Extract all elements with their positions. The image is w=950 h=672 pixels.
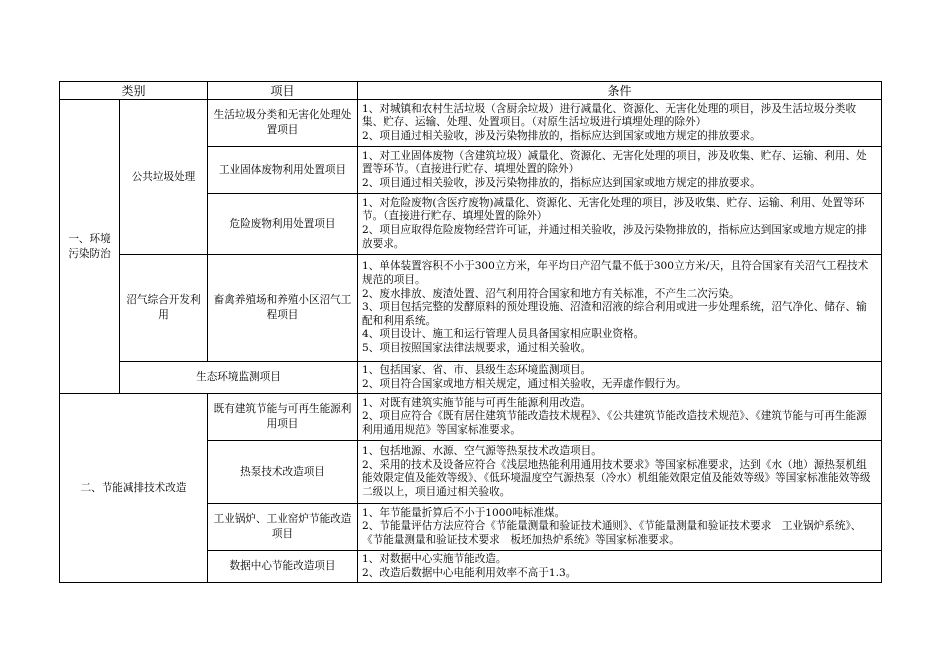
condition-line: 1、对既有建筑实施节能与可再生能源利用改造。 bbox=[362, 396, 592, 409]
condition-cell bbox=[358, 194, 882, 255]
item-cell: 畜禽养殖场和养殖小区沼气工程项目 bbox=[208, 255, 358, 362]
subcategory-biogas: 沼气综合开发利用 bbox=[120, 255, 208, 362]
table-row bbox=[60, 100, 882, 147]
condition-line: 2、项目应符合《既有居住建筑节能改造技术规程》、《公共建筑节能改造技术规范》、《建筑节能与可再生能源利用通用规范》等国家标准要求。 bbox=[362, 410, 867, 436]
item-cell: 工业锅炉、工业窑炉节能改造项目 bbox=[208, 504, 358, 551]
condition-cell bbox=[358, 551, 882, 583]
condition-line: 2、项目应取得危险废物经营许可证，并通过相关验收，涉及污染物排放的，指标应达到国家或地方规定的排放要求。 bbox=[362, 224, 867, 250]
item-cell: 生态环境监测项目 bbox=[120, 362, 358, 394]
conditions-table bbox=[59, 81, 882, 583]
category-energy: 二、节能减排技术改造 bbox=[60, 394, 208, 583]
header-category: 类别 bbox=[60, 82, 208, 100]
condition-cell bbox=[358, 255, 882, 362]
condition-cell bbox=[358, 147, 882, 194]
header-row bbox=[60, 82, 882, 100]
item-cell: 工业固体废物利用处置项目 bbox=[208, 147, 358, 194]
condition-line: 1、包括地源、水源、空气源等热泵技术改造项目。 bbox=[362, 445, 602, 457]
condition-line: 2、采用的技术及设备应符合《浅层地热能利用通用技术要求》等国家标准要求，达到《水（地）源热泵机组能效限定值及能效等级》、《低环境温度空气源热泵（冷水）机组能效限定值及能效等级》等国家标准能效等级二级以上，项目通过相关验收。 bbox=[362, 458, 871, 498]
condition-line: 2、项目符合国家或地方相关规定，通过相关验收，无弄虚作假行为。 bbox=[362, 377, 687, 390]
header-item: 项目 bbox=[208, 82, 358, 100]
condition-cell bbox=[358, 100, 882, 147]
item-cell: 数据中心节能改造项目 bbox=[208, 551, 358, 583]
item-cell: 危险废物利用处置项目 bbox=[208, 194, 358, 255]
condition-line: 5、项目按照国家法律法规要求，通过相关验收。 bbox=[362, 341, 592, 354]
condition-line: 2、废水排放、废渣处置、沼气利用符合国家和地方有关标准，不产生二次污染。 bbox=[362, 287, 740, 300]
condition-line: 1、对工业固体废物（含建筑垃圾）减量化、资源化、无害化处理的项目，涉及收集、贮存、运输、利用、处置等环节。（直接进行贮存、填埋处置的除外） bbox=[362, 149, 867, 176]
condition-line: 1、包括国家、省、市、县级生态环境监测项目。 bbox=[362, 364, 592, 376]
subcategory-garbage: 公共垃圾处理 bbox=[120, 100, 208, 255]
condition-line: 2、项目通过相关验收，涉及污染物排放的，指标应达到国家或地方规定的排放要求。 bbox=[362, 129, 761, 142]
header-condition: 条件 bbox=[358, 82, 882, 100]
condition-line: 2、改造后数据中心电能利用效率不高于1.3。 bbox=[362, 566, 577, 579]
item-cell: 生活垃圾分类和无害化处理处置项目 bbox=[208, 100, 358, 147]
condition-line: 2、节能量评估方法应符合《节能量测量和验证技术通则》、《节能量测量和验证技术要求 工业锅炉系统》、《节能量测量和验证技术要求 板坯加热炉系统》等国家标准要求。 bbox=[362, 520, 862, 546]
condition-line: 1、单体装置容积不小于300立方米，年平均日产沼气量不低于300立方米/天，且符合国家有关沼气工程技术规范的项目。 bbox=[362, 260, 869, 287]
category-env: 一、环境污染防治 bbox=[60, 100, 120, 394]
condition-cell bbox=[358, 362, 882, 394]
condition-line: 4、项目设计、施工和运行管理人员具备国家相应职业资格。 bbox=[362, 328, 645, 341]
item-cell: 热泵技术改造项目 bbox=[208, 441, 358, 504]
condition-line: 1、对城镇和农村生活垃圾（含厨余垃圾）进行减量化、资源化、无害化处理的项目，涉及生活垃圾分类收集、贮存、运输、处理、处置项目。（对原生活垃圾进行填埋处理的除外） bbox=[362, 102, 857, 129]
condition-line: 1、年节能量折算后不小于1000吨标准煤。 bbox=[362, 506, 566, 519]
table-row bbox=[60, 362, 882, 394]
condition-cell bbox=[358, 441, 882, 504]
item-cell: 既有建筑节能与可再生能源利用项目 bbox=[208, 394, 358, 441]
condition-line: 1、对危险废物(含医疗废物)减量化、资源化、无害化处理的项目，涉及收集、贮存、运输、利用、处置等环节。（直接进行贮存、填埋处置的除外） bbox=[362, 196, 865, 223]
table-row bbox=[60, 255, 882, 362]
condition-line: 2、项目通过相关验收，涉及污染物排放的，指标应达到国家或地方规定的排放要求。 bbox=[362, 176, 761, 189]
condition-line: 3、项目包括完整的发酵原料的预处理设施、沼渣和沼液的综合利用或进一步处理系统，沼气净化、储存、输配和利用系统。 bbox=[362, 301, 867, 327]
condition-cell bbox=[358, 394, 882, 441]
condition-line: 1、对数据中心实施节能改造。 bbox=[362, 553, 507, 566]
table-row bbox=[60, 394, 882, 441]
condition-cell bbox=[358, 504, 882, 551]
